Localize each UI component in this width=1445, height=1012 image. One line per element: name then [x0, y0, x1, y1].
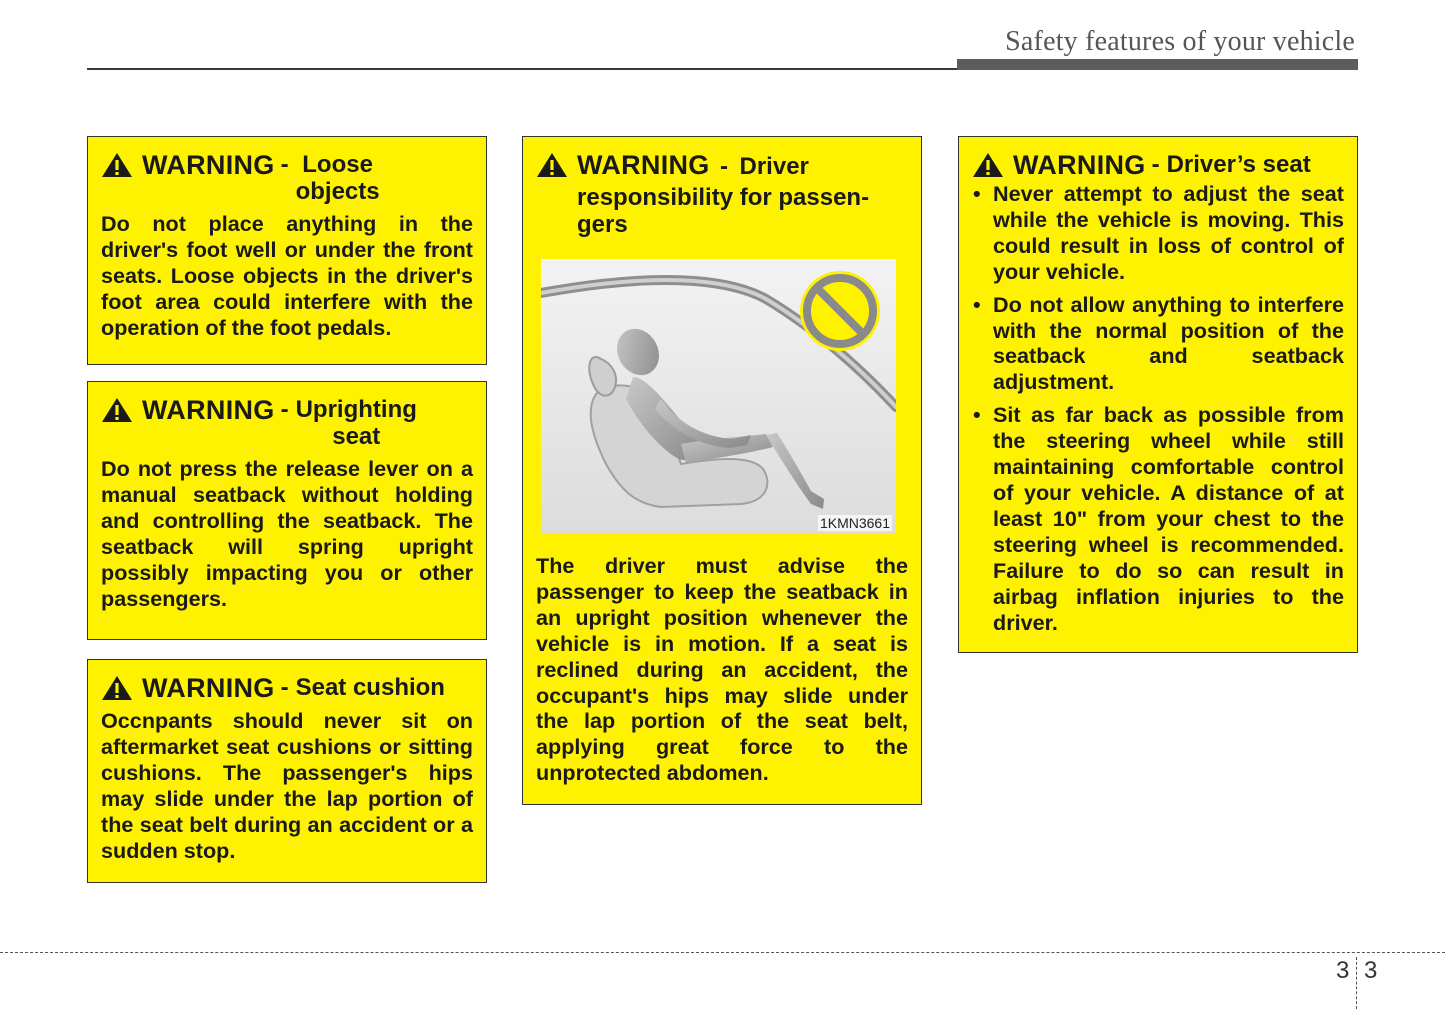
header-bar	[957, 59, 1358, 70]
warning-triangle-icon	[101, 675, 133, 701]
warning-title-line: objects	[295, 178, 380, 205]
warning-title-line: gers	[577, 211, 628, 238]
warning-heading	[101, 674, 473, 702]
warning-text: Do not place anything in the driver's foot well or under the front seats. Loose objects in the driver's foot area could interfere with the operation of the foot pedals.	[101, 211, 473, 340]
warning-triangle-icon	[536, 152, 568, 178]
warning-label: WARNING	[577, 150, 710, 180]
warning-dash: -	[720, 153, 729, 180]
warning-label: WARNING	[142, 395, 275, 425]
warning-bullet-list	[972, 181, 1344, 635]
warning-seat-cushion	[87, 659, 487, 883]
warning-heading	[101, 151, 473, 205]
warning-title-line: Uprighting	[295, 396, 417, 423]
list-item: • Sit as far back as possible from the steering wheel while still maintaining comfortable control of your vehicle. A distance of at least 10" from your chest to the steering wheel is recommended. Failure to do so can result in airbag inflation injuries to the driver.	[972, 402, 1344, 635]
chapter-number: 3	[1336, 957, 1350, 984]
warning-title-line: responsibility for passen-	[577, 184, 870, 211]
page-number-separator	[1356, 957, 1357, 1009]
warning-triangle-icon	[101, 397, 133, 423]
warning-dash: -	[280, 151, 289, 178]
warning-title-block	[577, 151, 869, 238]
warning-dash: -	[280, 396, 289, 423]
warning-uprighting-seat	[87, 381, 487, 640]
reclined-seat-illustration	[541, 259, 896, 533]
warning-title	[296, 396, 417, 450]
warning-label: WARNING	[142, 150, 275, 180]
warning-drivers-seat	[958, 136, 1358, 653]
list-item: • Do not allow anything to interfere with the normal position of the seatback and seatback adjustment.	[972, 292, 1344, 396]
warning-title: Driver’s seat	[1166, 151, 1311, 178]
section-title: Safety features of your vehicle	[1005, 26, 1355, 57]
warning-text: Do not press the release lever on a manual seatback without holding and controlling the seatback. The seatback will spring upright possibly impacting you or other passengers.	[101, 456, 473, 611]
page-number: 3	[1364, 957, 1378, 984]
warning-dash: -	[280, 674, 289, 701]
warning-text: Occnpants should never sit on aftermarket seat cushions or sitting cushions. The passenger's hips may slide under the lap portion of the seat belt during an accident or a sudden stop.	[101, 708, 473, 863]
warning-loose-objects	[87, 136, 487, 365]
warning-label: WARNING	[142, 673, 275, 703]
header-rule	[87, 68, 959, 70]
warning-heading	[972, 151, 1344, 179]
warning-heading	[536, 151, 908, 238]
warning-title-line: seat	[332, 423, 381, 450]
warning-text: The driver must advise the passenger to keep the seatback in an upright position whenever the vehicle is in motion. If a seat is reclined during an accident, the occupant's hips may slide under the lap portion of the seat belt, applying great force to the unprotected abdomen.	[536, 553, 908, 786]
prohibition-icon	[800, 271, 880, 351]
warning-triangle-icon	[972, 152, 1004, 178]
warning-label: WARNING	[1013, 150, 1146, 180]
warning-heading	[101, 396, 473, 450]
warning-triangle-icon	[101, 152, 133, 178]
warning-title	[296, 151, 380, 205]
warning-title: Seat cushion	[295, 674, 445, 701]
warning-dash: -	[1151, 151, 1160, 178]
warning-title-line: Driver	[739, 153, 809, 180]
warning-title-line: Loose	[302, 151, 373, 178]
list-item: • Never attempt to adjust the seat while the vehicle is moving. This could result in loss of control of your vehicle.	[972, 181, 1344, 285]
figure-code: 1KMN3661	[819, 515, 890, 531]
reclined-occupant-drawing	[541, 259, 896, 533]
footer-rule	[0, 952, 1445, 953]
